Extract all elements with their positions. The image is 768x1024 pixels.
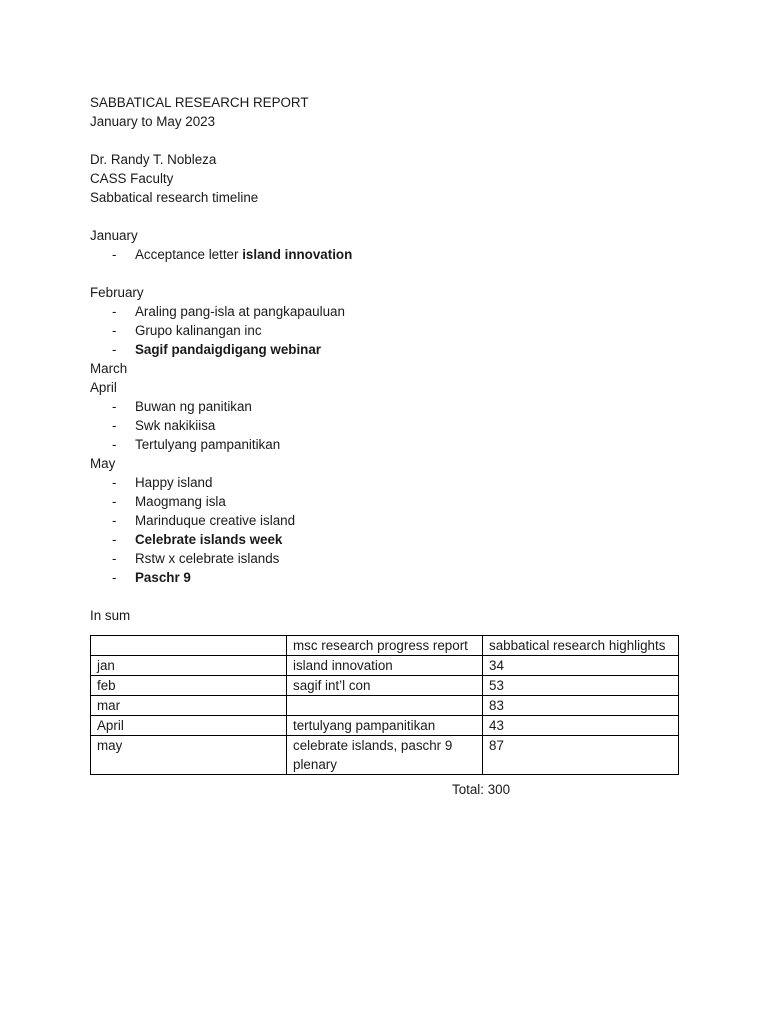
list-item-text: Araling pang-isla at pangkapauluan xyxy=(135,304,345,319)
table-cell: mar xyxy=(91,696,287,716)
table-header-cell: sabbatical research highlights xyxy=(483,636,679,656)
bullet-dash: - xyxy=(112,551,117,566)
list-item xyxy=(90,492,690,511)
table-cell: feb xyxy=(91,676,287,696)
table-cell: jan xyxy=(91,656,287,676)
author-name: Dr. Randy T. Nobleza xyxy=(90,152,217,167)
list-item-bold-text: Sagif pandaigdigang webinar xyxy=(135,342,321,357)
list-item-text: Swk nakikiisa xyxy=(135,418,216,433)
list-item xyxy=(90,416,690,435)
table-header-row xyxy=(91,636,679,656)
table-cell: celebrate islands, paschr 9 plenary xyxy=(287,736,483,775)
bullet-dash: - xyxy=(112,437,117,452)
table-row xyxy=(91,716,679,736)
table-cell: 43 xyxy=(483,716,679,736)
table-cell: 83 xyxy=(483,696,679,716)
summary-label: In sum xyxy=(90,608,131,623)
list-item xyxy=(90,549,690,568)
month-heading-april: April xyxy=(90,380,117,395)
bullet-dash: - xyxy=(112,475,117,490)
bullet-dash: - xyxy=(112,399,117,414)
month-heading-january: January xyxy=(90,228,138,243)
table-header-cell xyxy=(91,636,287,656)
document-content xyxy=(90,93,690,775)
list-item-text: Grupo kalinangan inc xyxy=(135,323,262,338)
bullet-dash: - xyxy=(112,247,117,262)
list-item-bold-text: Celebrate islands week xyxy=(135,532,283,547)
bullet-dash: - xyxy=(112,494,117,509)
table-cell: 34 xyxy=(483,656,679,676)
bullet-dash: - xyxy=(112,304,117,319)
list-item xyxy=(90,340,690,359)
list-item-text: Happy island xyxy=(135,475,213,490)
table-cell: 87 xyxy=(483,736,679,775)
list-item-text: Rstw x celebrate islands xyxy=(135,551,280,566)
list-item-text: Maogmang isla xyxy=(135,494,226,509)
list-item xyxy=(90,435,690,454)
list-item xyxy=(90,511,690,530)
table-cell: may xyxy=(91,736,287,775)
summary-table xyxy=(90,635,679,775)
bullet-dash: - xyxy=(112,342,117,357)
table-cell: 53 xyxy=(483,676,679,696)
list-item xyxy=(90,530,690,549)
month-heading-march: March xyxy=(90,361,128,376)
list-item xyxy=(90,473,690,492)
table-row xyxy=(91,656,679,676)
timeline-heading: Sabbatical research timeline xyxy=(90,190,259,205)
month-heading-february: February xyxy=(90,285,144,300)
bullet-dash: - xyxy=(112,570,117,585)
author-affiliation: CASS Faculty xyxy=(90,171,174,186)
bullet-dash: - xyxy=(112,532,117,547)
table-cell: sagif int’l con xyxy=(287,676,483,696)
list-item-text: Tertulyang pampanitikan xyxy=(135,437,281,452)
bullet-dash: - xyxy=(112,513,117,528)
list-item xyxy=(90,568,690,587)
list-item-bold-text: island innovation xyxy=(242,247,353,262)
month-heading-may: May xyxy=(90,456,116,471)
report-title: SABBATICAL RESEARCH REPORT xyxy=(90,95,309,110)
summary-total: Total: 300 xyxy=(452,782,511,797)
list-item-text: Acceptance letter xyxy=(135,247,243,262)
table-row xyxy=(91,696,679,716)
table-row xyxy=(91,676,679,696)
list-item xyxy=(90,302,690,321)
list-item-text: Marinduque creative island xyxy=(135,513,296,528)
list-item-text: Buwan ng panitikan xyxy=(135,399,252,414)
bullet-dash: - xyxy=(112,323,117,338)
table-cell: April xyxy=(91,716,287,736)
table-row xyxy=(91,736,679,775)
table-cell: island innovation xyxy=(287,656,483,676)
table-header-cell: msc research progress report xyxy=(287,636,483,656)
list-item-bold-text: Paschr 9 xyxy=(135,570,191,585)
table-cell: tertulyang pampanitikan xyxy=(287,716,483,736)
table-cell xyxy=(287,696,483,716)
list-item xyxy=(90,245,690,264)
report-period: January to May 2023 xyxy=(90,114,216,129)
list-item xyxy=(90,321,690,340)
bullet-dash: - xyxy=(112,418,117,433)
list-item xyxy=(90,397,690,416)
